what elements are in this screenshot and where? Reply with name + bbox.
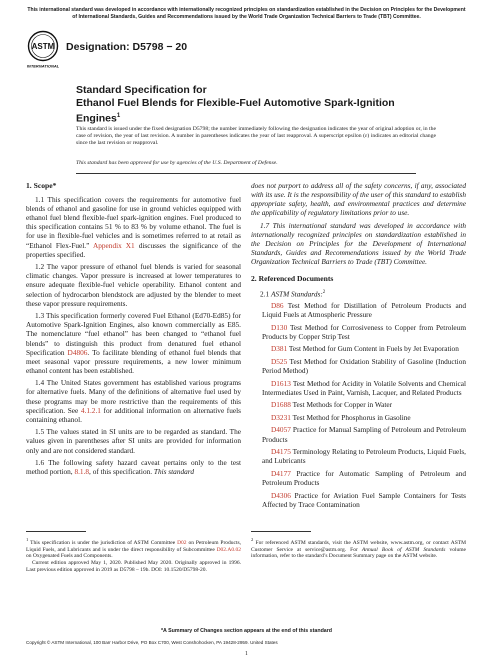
subcommittee-link[interactable]: D02.A0.02 [216,546,242,553]
approved-note: This standard has been approved for use by agencies of the U.S. Department of Defense. [76,160,278,166]
footnote-2-a: For referenced ASTM standards, visit the ASTM website, www.astm.org, or contact ASTM Customer Service at service@astm.org. For [251,539,467,553]
reference-code-link[interactable]: D4175 [271,447,291,457]
footnote-1-c: on Oxygenated Fuels and Components. [26,553,113,560]
title-line-1: Standard Specification for [76,84,207,96]
footnote-2-mark: 2 [251,537,254,542]
scope-1-3-tail: . To facilitate blending of ethanol fuel blends that meet seasonal vapor pressure requirements, a new lower minimum ethanol content has been established. [26,347,241,375]
reference-item [251,344,466,353]
scope-1-5: 1.5 The values stated in SI units are to be regarded as standard. The values given in parentheses after SI units are provided for information only and are not considered standard. [26,427,241,455]
divider [76,173,416,174]
reference-code-link[interactable]: D3231 [271,412,291,422]
reference-item [251,413,466,422]
reference-title: Test Methods for Copper in Water [292,400,393,410]
refs-sub-title: ASTM Standards: [270,289,323,299]
references-list [251,288,466,508]
scope-1-1 [26,195,241,259]
reference-item [251,379,466,397]
reference-title: Test Method for Oxidation Stability of Gasoline (Induction Period Method) [262,356,467,376]
left-column [26,181,241,480]
reference-item [251,469,466,487]
references-heading: 2. Referenced Documents [251,274,334,284]
scope-1-6 [26,458,241,476]
footnote-2-italic: Annual Book of ASTM Standards [361,546,446,553]
reference-title: Test Method for Corrosiveness to Copper from Petroleum Products by Copper Strip Test [262,322,466,341]
astm-standards-subheading [251,288,466,299]
scope-1-6-text: 1.6 The following safety hazard caveat pertains only to the test method portion, [26,458,241,477]
reference-item [251,447,466,465]
reference-title: Test Method for Phosphorus in Gasoline [292,412,411,422]
reference-item [251,301,466,319]
reference-item [251,323,466,341]
section-8-1-8-link[interactable]: 8.1.8 [74,467,90,477]
logo-subtext: INTERNATIONAL [26,63,60,69]
reference-code-link[interactable]: D86 [271,300,284,310]
title-footnote-mark: 1 [116,113,121,119]
footnote-1 [26,537,241,574]
footnote-1-mark: 1 [26,537,29,542]
logo-text: ASTM [31,42,55,51]
reference-code-link[interactable]: D525 [271,356,288,366]
reference-title: Test Method for Acidity in Volatile Solvents and Chemical Intermediates Used in Paint, Varnish, Lacquer, and Related Products [262,378,466,397]
reference-title: Test Method for Gum Content in Fuels by Jet Evaporation [288,344,459,354]
scope-1-1-text: 1.1 This specification covers the requirements for automotive fuel blends of ethanol and gasoline for use in ground vehicles equipped with ethanol fuel blend flexible-fuel spark-ignition engines. Fuel produced to this specification contains 51 % to 83 % by volume ethanol. The fuel is for use in flexible-fuel vehicles and is sometimes referred to at retail as “Ethanol Flex-Fuel.” [26,195,241,250]
scope-1-7: 1.7 This international standard was developed in accordance with internationally recognized principles on standardization established in the Decision on Principles for the Development of International Standards, Guides and Recommendations issued by the World Trade Organization Technical Barriers to Trade (TBT) Committee. [251,220,466,267]
tbt-notice: This international standard was developed in accordance with internationally recognized principles on standardization established in the Decision on Principles for the Development of International Standards, Guides and Recommendations issued by the World Trade Organization Technical Barriers to Trade (TBT) Committee. [27,7,466,20]
copyright-line: Copyright © ASTM International, 100 Barr Harbor Drive, PO Box C700, West Conshohocken, PA 19428-2959. United States [26,640,278,645]
reference-code-link[interactable]: D1613 [271,378,291,388]
footnote-rule-right [251,531,311,532]
summary-of-changes-note: *A Summary of Changes section appears at the end of this standard [160,628,333,634]
reference-code-link[interactable]: D4177 [271,468,291,478]
scope-1-6-continued: does not purport to address all of the safety concerns, if any, associated with its use. It is the responsibility of the user of this standard to establish appropriate safety, health, and environmental practices and determine the applicability of regulatory limitations prior to use. [251,181,466,218]
reference-items [251,301,466,509]
reference-code-link[interactable]: D4057 [271,425,291,435]
issued-note: This standard is issued under the fixed designation D5798; the number immediately following the designation indicates the year of original adoption or, in the case of revision, the year of last revision. A number in parentheses indicates the year of last reapproval. A superscript epsilon (ε) indicates an editorial change since the last revision or reapproval. [76,126,436,147]
scope-1-4-text: 1.4 The United States government has established various programs for alternative fuels. Many of the definitions of alternative fuel used by these programs may be more restrictive than the requirements of this specification. See [26,378,241,415]
d4806-link[interactable]: D4806 [67,347,88,357]
footnote-rule-left [26,531,86,532]
scope-1-4 [26,378,241,423]
reference-item [251,357,466,375]
footnote-1-d: Current edition approved May 1, 2020. Published May 2020. Originally approved in 1996. Last previous edition approved in 2019 as D5798 – 19b. DOI: 10.1520/D5798-20. [26,560,241,574]
reference-code-link[interactable]: D4306 [271,490,291,500]
reference-code-link[interactable]: D1688 [271,400,291,410]
reference-title: Practice for Automatic Sampling of Petroleum and Petroleum Products [262,468,466,487]
reference-item [251,400,466,409]
appendix-x1-link[interactable]: Appendix X1 [92,240,135,250]
reference-title: Practice for Manual Sampling of Petroleum and Petroleum Products [262,425,466,444]
reference-item [251,425,466,443]
scope-1-6-italic: This standard [153,467,194,477]
refs-sub-number: 2.1 [260,289,270,299]
committee-d02-link[interactable]: D02 [177,539,187,546]
designation: Designation: D5798 − 20 [66,41,188,53]
scope-1-2: 1.2 The vapor pressure of ethanol fuel blends is varied for seasonal climatic changes. Vapor pressure is increased at lower temperatures to ensure adequate flexible-fuel vehicle operability. Ethanol content and selection of hydrocarbon blendstock are adjusted by the blender to meet these vapor pressure requirements. [26,262,241,308]
reference-code-link[interactable]: D381 [271,344,288,354]
scope-1-1-tail: discusses the significance of the properties specified. [26,240,241,259]
scope-1-3-text: 1.3 This specification formerly covered Fuel Ethanol (Ed70-Ed85) for Automotive Spark-Ignition Engines, also known commercially as E85. The nomenclature “fuel ethanol” has been changed to “ethanol fuel blends” to distinguish this product from denatured fuel ethanol Specification [26,311,241,357]
footnote-2 [251,537,466,560]
footnote-1-b: on Petroleum Products, Liquid Fuels, and Lubricants and is under the direct responsibility of Subcommittee [26,539,242,553]
title-text: Ethanol Fuel Blends for Flexible-Fuel Automotive Spark-Ignition Engines [76,97,395,125]
title-line-2 [76,97,436,126]
reference-item [251,491,466,509]
scope-heading: 1. Scope* [26,181,57,190]
section-4-1-2-1-link[interactable]: 4.1.2.1 [80,405,101,415]
reference-code-link[interactable]: D130 [271,322,288,332]
reference-title: Terminology Relating to Petroleum Products, Liquid Fuels, and Lubricants [262,447,466,466]
footnote-1-a: This specification is under the jurisdiction of ASTM Committee [30,539,176,546]
astm-logo [26,30,60,70]
footnote-2-b: volume information, refer to the standard’s Document Summary page on the ASTM website. [251,546,466,560]
refs-sub-footnote: 2 [322,290,326,296]
reference-title: Test Method for Distillation of Petroleum Products and Liquid Fuels at Atmospheric Pressure [262,300,466,320]
right-column [251,181,466,512]
page-number: 1 [245,651,248,657]
scope-1-3 [26,311,241,375]
title-block [76,84,436,126]
scope-1-4-tail: for additional information on alternative fuels containing ethanol. [26,405,241,424]
scope-1-6-tail: , of this specification. [89,467,153,477]
reference-title: Practice for Aviation Fuel Sample Containers for Tests Affected by Trace Contamination [262,490,467,509]
